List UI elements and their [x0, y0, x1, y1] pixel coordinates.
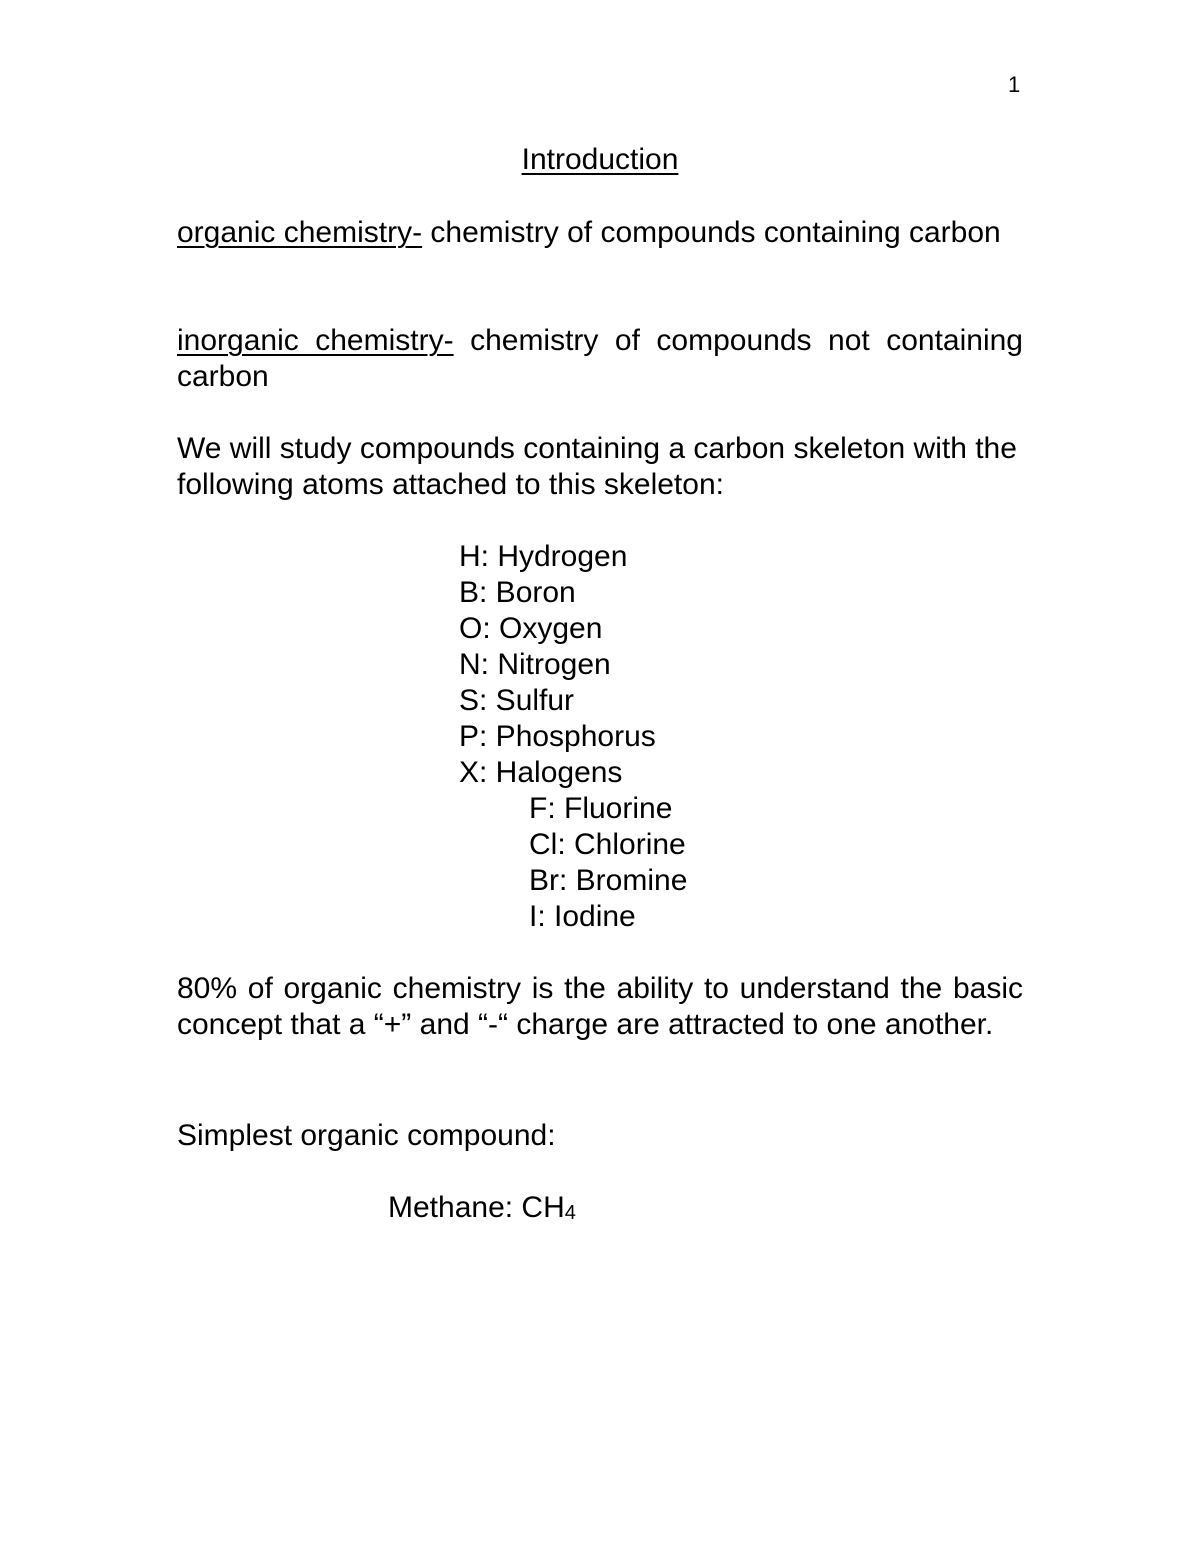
definition-term: inorganic chemistry-: [177, 324, 454, 357]
methane-subscript: 4: [564, 1202, 576, 1224]
list-item: P: Phosphorus: [459, 720, 656, 753]
list-item: X: Halogens: [459, 756, 623, 789]
halogen-list-item: I: Iodine: [529, 900, 636, 933]
definition-inorganic: [177, 323, 1023, 395]
definition-term: organic chemistry-: [177, 216, 423, 249]
methane-label: Methane: CH: [388, 1191, 565, 1224]
definition-organic: [177, 215, 1023, 251]
definition-text: chemistry of compounds not containing carbon: [177, 324, 1023, 393]
study-intro-paragraph: We will study compounds containing a carbon skeleton with the following atoms attached to this skeleton:: [177, 432, 1017, 501]
list-item: H: Hydrogen: [459, 540, 628, 573]
list-item: B: Boron: [459, 576, 576, 609]
page-number: 1: [1008, 72, 1021, 97]
definition-text: chemistry of compounds containing carbon: [422, 216, 1001, 249]
elements-list: [459, 539, 687, 935]
methane-formula: [388, 1190, 576, 1226]
list-item: S: Sulfur: [459, 684, 575, 717]
page-title: Introduction: [521, 143, 679, 176]
simplest-compound-label: Simplest organic compound:: [177, 1119, 556, 1152]
halogen-list-item: Cl: Chlorine: [529, 828, 686, 861]
halogen-list-item: Br: Bromine: [529, 864, 688, 897]
charge-note-paragraph: 80% of organic chemistry is the ability to understand the basic concept that a “+” and “-“ charge are attracted to one another.: [177, 972, 1023, 1041]
halogen-list-item: F: Fluorine: [529, 792, 673, 825]
list-item: O: Oxygen: [459, 612, 603, 645]
list-item: N: Nitrogen: [459, 648, 611, 681]
